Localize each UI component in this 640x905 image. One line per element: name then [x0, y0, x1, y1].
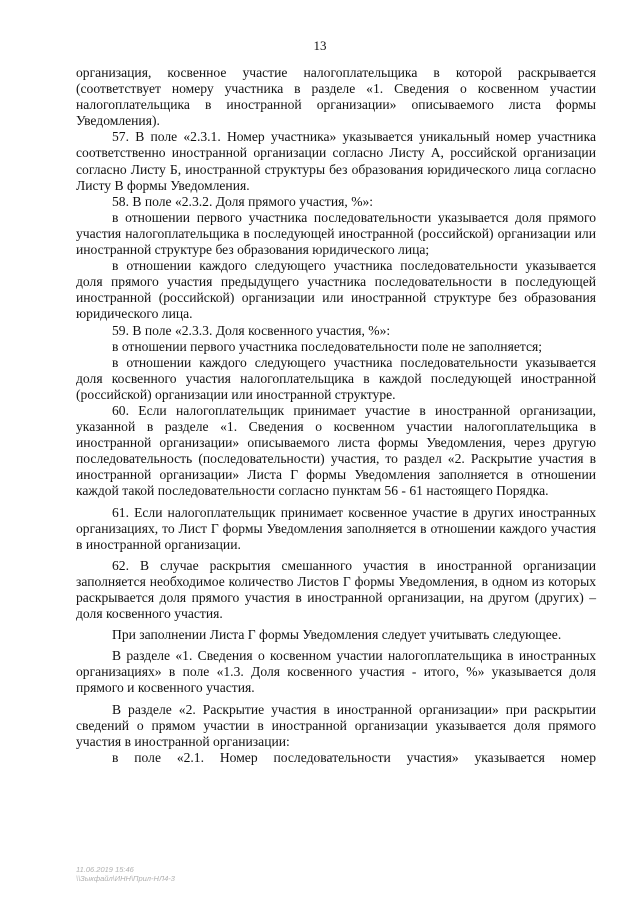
paragraph: в отношении первого участника последовательности указывается доля прямого участия налогоплательщика в последующей иностранной (российской) организации или иностранной структуре без образования юридического лица;	[76, 209, 596, 258]
document-body	[76, 65, 596, 766]
paragraph-last: в поле «2.1. Номер последовательности участия» указывается номер	[112, 749, 596, 765]
paragraph: организация, косвенное участие налогоплательщика в которой раскрывается (соответствует номеру участника в разделе «1. Сведения о косвенном участии налогоплательщика в иностранной организации» описываемого листа формы Уведомления).	[76, 65, 596, 129]
paragraph: в отношении каждого следующего участника последовательности указывается доля прямого участия предыдущего участника последовательности в последующей иностранной (российской) организации или иностранной структуре без образования юридического лица.	[76, 258, 596, 322]
paragraph: При заполнении Листа Г формы Уведомления следует учитывать следующее.	[112, 627, 562, 643]
footer-path: \\Зыкфайл\ИНН\Прил-НЛ4-3	[76, 874, 175, 883]
footer-stamp	[76, 865, 175, 883]
paragraph: В разделе «1. Сведения о косвенном участии налогоплательщика в иностранных организациях» в поле «1.3. Доля косвенного участия - итого, %» указывается доля прямого и косвенного участия.	[76, 648, 596, 696]
paragraph-60: 60. Если налогоплательщик принимает участие в иностранной организации, указанной в разделе «1. Сведения о косвенном участии налогоплательщика в иностранной организации» описываемого листа формы Уведомления, через другую последовательность (последовательности) участия, то раздел «2. Раскрытие участия в иностранной организации» Листа Г формы Уведомления заполняется в отношении каждой такой последовательности согласно пунктам 56 - 61 настоящего Порядка.	[76, 402, 596, 499]
paragraph-58: 58. В поле «2.3.2. Доля прямого участия, %»:	[112, 193, 374, 209]
paragraph-62: 62. В случае раскрытия смешанного участия в иностранной организации заполняется необходимое количество Листов Г формы Уведомления, в одном из которых раскрывается доля прямого участия в иностранной организации, на другом (других) – доля косвенного участия.	[76, 557, 596, 622]
footer-date: 11.06.2019 15:46	[76, 865, 134, 874]
paragraph: в отношении каждого следующего участника последовательности указывается доля косвенного участия налогоплательщика в каждой последующей иностранной (российской) организации или иностранной структуре.	[76, 354, 596, 402]
paragraph-61: 61. Если налогоплательщик принимает косвенное участие в других иностранных организациях, то Лист Г формы Уведомления заполняется в отношении каждого участия в иностранной организации.	[76, 504, 596, 552]
paragraph: В разделе «2. Раскрытие участия в иностранной организации» при раскрытии сведений о прямом участии в иностранной организации указывается доля прямого участия в иностранной организации:	[76, 701, 596, 749]
paragraph: в отношении первого участника последовательности поле не заполняется;	[112, 338, 543, 354]
paragraph-57: 57. В поле «2.3.1. Номер участника» указывается уникальный номер участника соответственно иностранной организации согласно Листу А, российской организации согласно Листу Б, иностранной структуры без образования юридического лица согласно Листу В формы Уведомления.	[76, 129, 596, 193]
paragraph-59: 59. В поле «2.3.3. Доля косвенного участия, %»:	[112, 322, 391, 338]
page-number: 13	[313, 38, 327, 53]
